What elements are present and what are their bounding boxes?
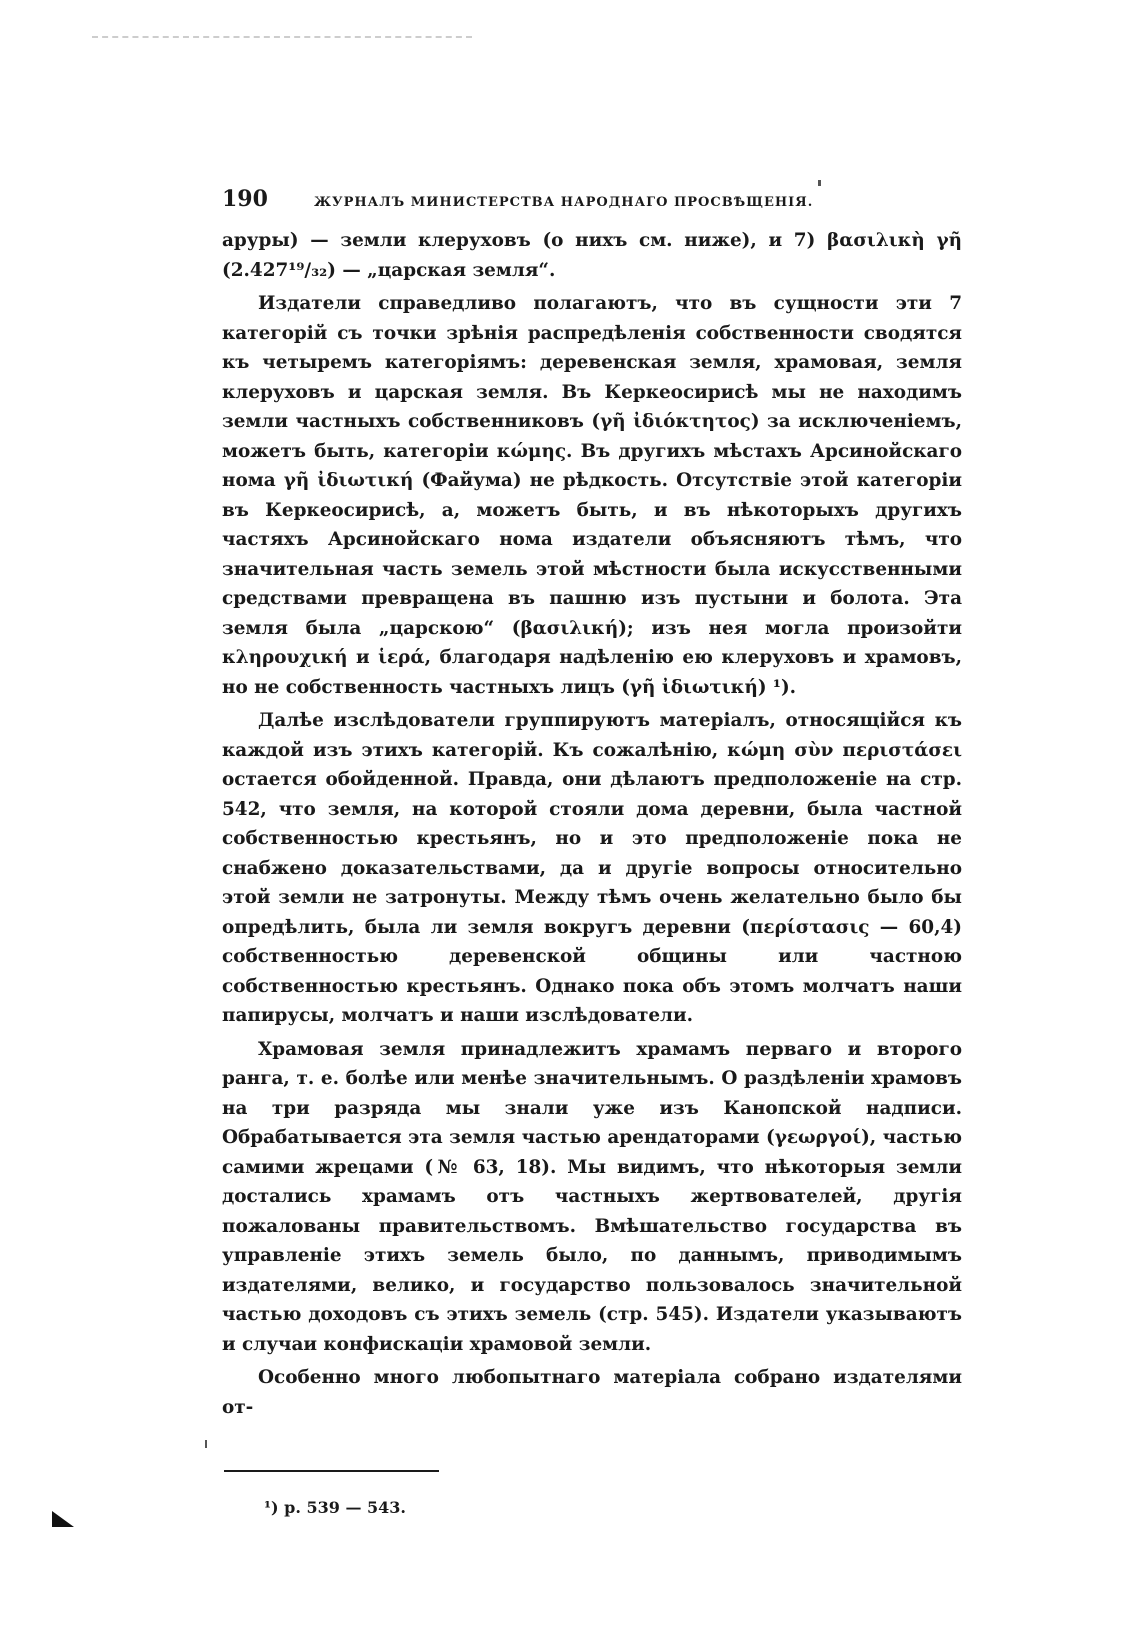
scan-mark — [205, 1440, 207, 1448]
corner-mark — [52, 1511, 74, 1527]
page — [222, 186, 962, 1517]
footnote: ¹) p. 539 — 543. — [264, 1498, 406, 1517]
journal-title: ЖУРНАЛЪ МИНИСТЕРСТВА НАРОДНАГО ПРОСВѢЩЕНІЯ. — [314, 195, 814, 210]
paragraph: Особенно много любопытнаго матеріала собрано издателями от- — [222, 1367, 962, 1418]
scan-mark — [818, 180, 821, 186]
paragraph: аруры) — земли клеруховъ (о нихъ см. ниже), и 7) βασιλικὴ γῆ (2.427¹⁹/₃₂) — „царская земля“. — [222, 230, 962, 281]
paragraph: Далѣе изслѣдователи группируютъ матеріалъ, относящійся къ каждой изъ этихъ категорій. Къ сожалѣнію, κώμη σὺν περιστάσει остается обойденной. Правда, они дѣлаютъ предположеніе на стр. 542, что земля, на которой стояли дома деревни, была частной собственностью крестьянъ, но и это предположеніе пока не снабжено доказательствами, да и другіе вопросы относительно этой земли не затронуты. Между тѣмъ очень желательно было бы опредѣлить, была ли земля вокругъ деревни (περίστασις — 60,4) собственностью деревенской общины или частною собственностью крестьянъ. Однако пока объ этомъ молчатъ наши папирусы, молчатъ и наши изслѣдователи. — [222, 710, 962, 1026]
footnote-rule — [224, 1470, 439, 1472]
running-head — [222, 186, 962, 226]
paragraph: Издатели справедливо полагаютъ, что въ сущности эти 7 категорій съ точки зрѣнія распредѣленія собственности сводятся къ четыремъ категоріямъ: деревенская земля, храмовая, земля клеруховъ и царская земля. Въ Керкеосирисѣ мы не находимъ земли частныхъ собственниковъ (γῆ ἰδιόκτητος) за исключеніемъ, можетъ быть, категоріи κώμης. Въ другихъ мѣстахъ Арсинойскаго нома γῆ ἰδιωτική (Файума) не рѣдкость. Отсутствіе этой категоріи въ Керкеосирисѣ, а, можетъ быть, и въ нѣкоторыхъ другихъ частяхъ Арсинойскаго нома издатели объясняютъ тѣмъ, что значительная часть земель этой мѣстности была искусственными средствами превращена въ пашню изъ пустыни и болота. Эта земля была „царскою“ (βασιλική); изъ нея могла произойти κληρουχική и ἱερά, благодаря надѣленію ею клеруховъ и храмовъ, но не собственность частныхъ лицъ (γῆ ἰδιωτική) ¹). — [222, 293, 962, 698]
paragraph: Храмовая земля принадлежитъ храмамъ перваго и второго ранга, т. е. болѣе или менѣе значительнымъ. О раздѣленіи храмовъ на три разряда мы знали уже изъ Канопской надписи. Обрабатывается эта земля частью арендаторами (γεωργοί), частью самими жрецами (№ 63, 18). Мы видимъ, что нѣкоторыя земли достались храмамъ отъ частныхъ жертвователей, другія пожалованы правительствомъ. Вмѣшательство государства въ управленіе этихъ земель было, по даннымъ, приводимымъ издателями, велико, и государство пользовалось значительной частью доходовъ съ этихъ земель (стр. 545). Издатели указываютъ и случаи конфискаціи храмовой земли. — [222, 1038, 962, 1355]
scan-artifact — [92, 36, 472, 42]
page-number: 190 — [222, 186, 268, 212]
body-text — [222, 226, 962, 1422]
